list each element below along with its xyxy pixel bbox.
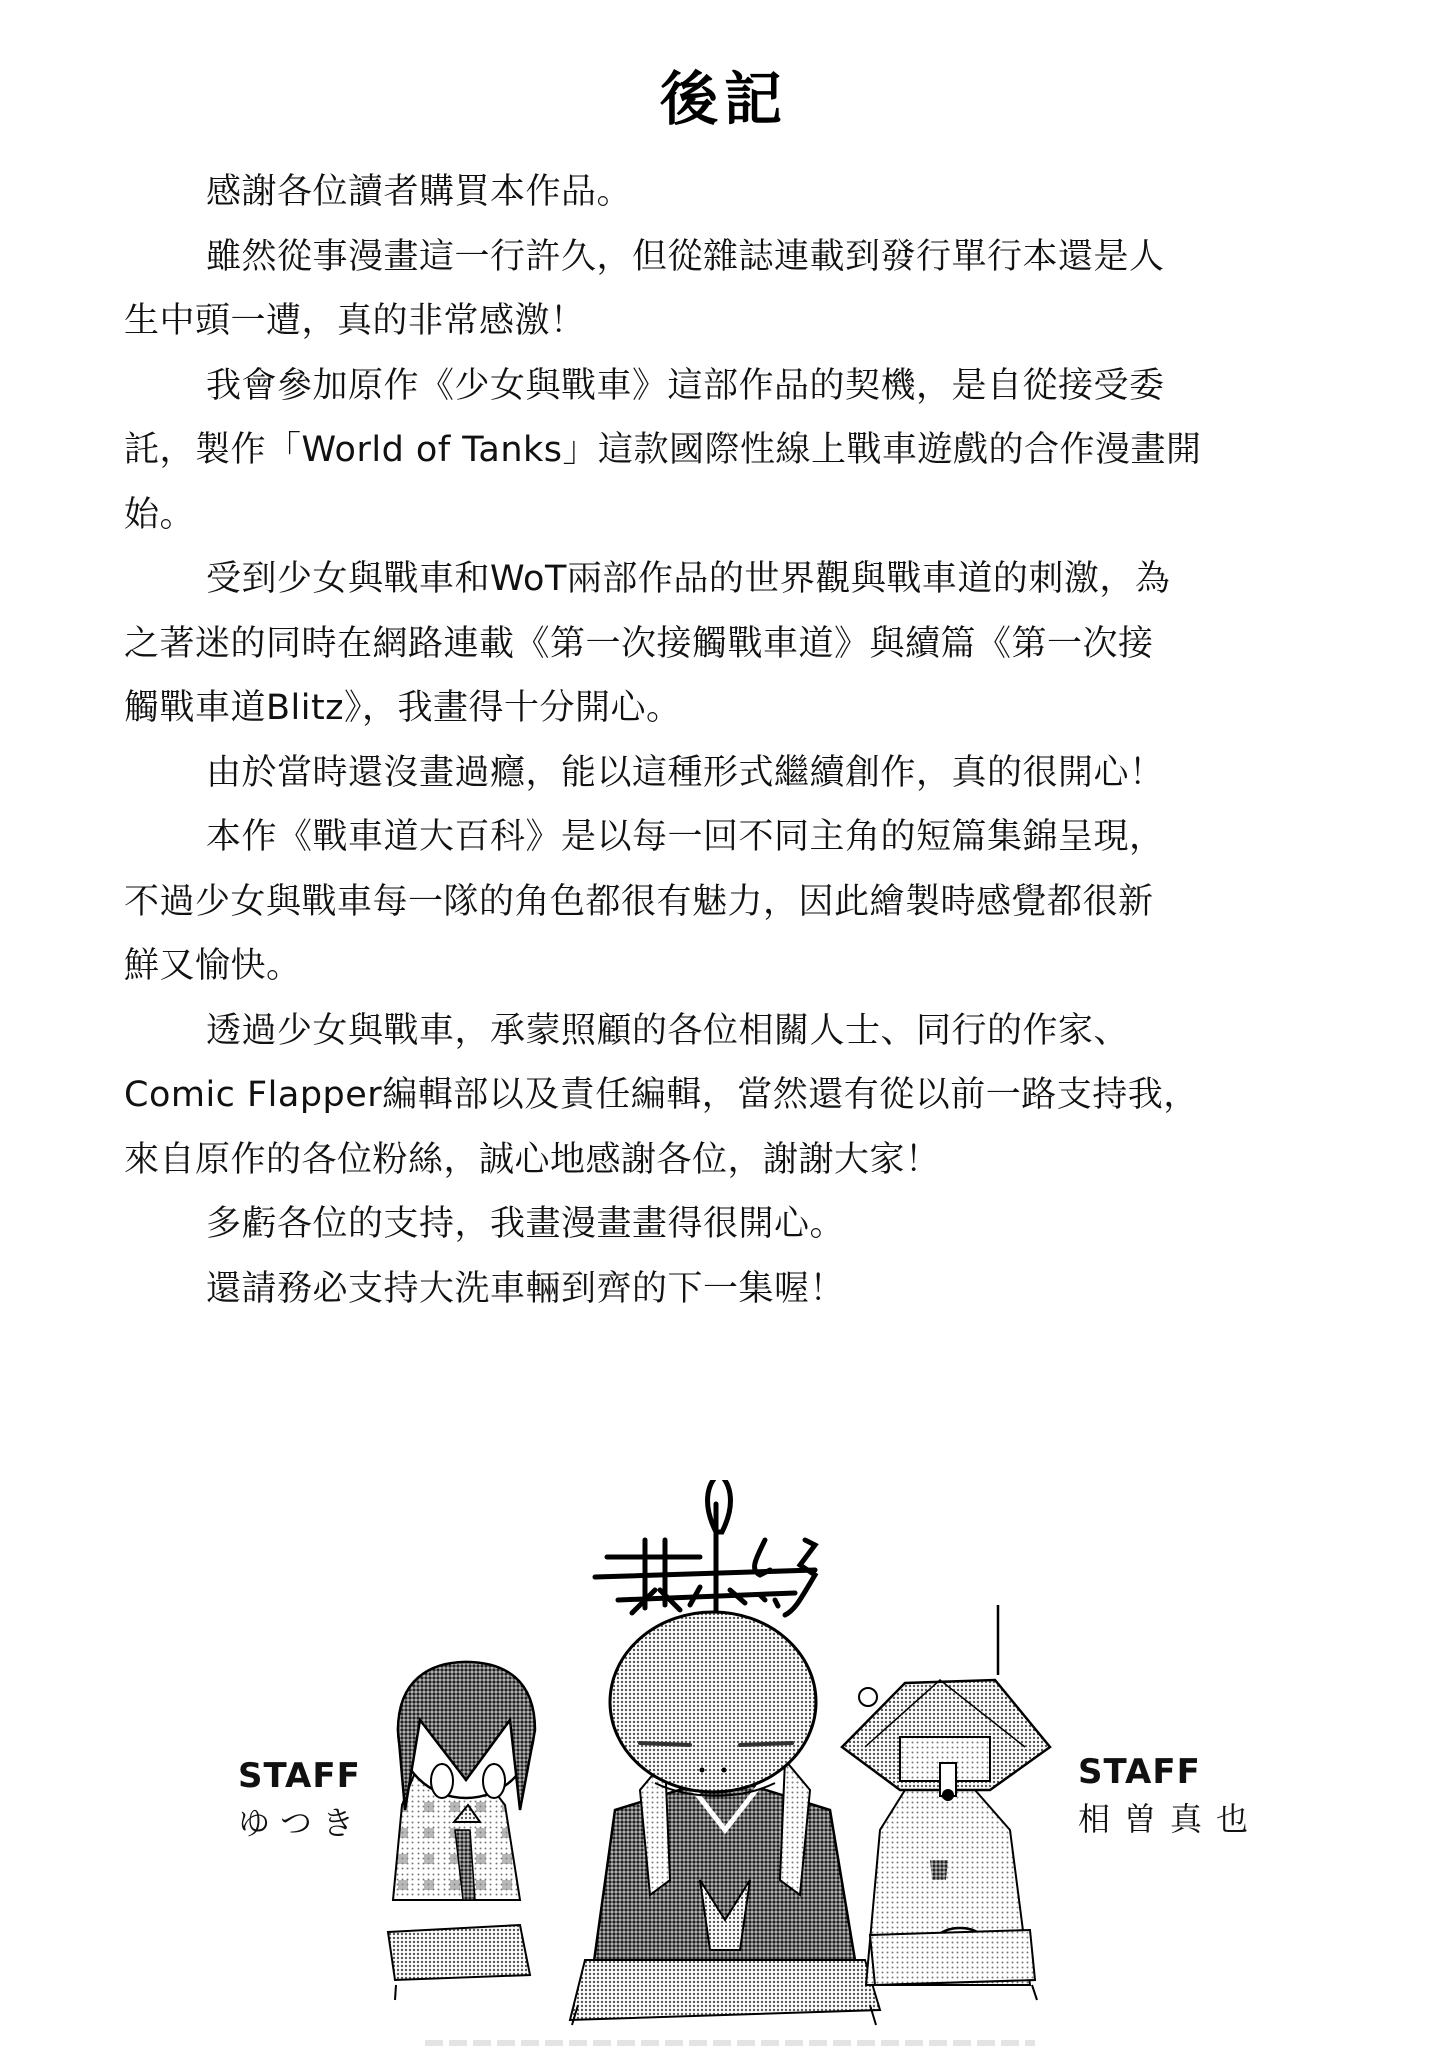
text-line: 鮮又愉快。 [124, 946, 302, 986]
text-line: 之著迷的同時在網路連載《第一次接觸戰車道》與續篇《第一次接 [124, 623, 1154, 664]
text-line: 我會參加原作《少女與戰車》這部作品的契機，是自從接受委 [206, 365, 1165, 406]
text-line: 生中頭一遭，真的非常感激！ [124, 301, 586, 341]
staff-name-left: ゆつき [238, 1804, 365, 1842]
text-line: 觸戰車道Blitz》，我畫得十分開心。 [124, 688, 682, 728]
text-line: 透過少女與戰車，承蒙照顧的各位相關人士、同行的作家、 [206, 1010, 1130, 1051]
signature [595, 1480, 815, 1615]
text-line: 由於當時還沒畫過癮，能以這種形式繼續創作，真的很開心！ [206, 752, 1165, 793]
page-title: 後記 [659, 65, 788, 133]
staff-credit-left [238, 1756, 364, 1844]
afterword-body [124, 160, 1324, 1321]
text-line: 始。 [124, 494, 196, 535]
center-figure [570, 1612, 880, 2025]
text-line: 受到少女與戰車和WoT兩部作品的世界觀與戰車道的刺激，為 [206, 559, 1171, 599]
text-line: 託，製作「World of Tanks」這款國際性線上戰車遊戲的合作漫畫開 [124, 430, 1202, 470]
text-line: 來自原作的各位粉絲，誠心地感謝各位，謝謝大家！ [124, 1139, 941, 1180]
text-line: 感謝各位讀者購買本作品。 [206, 172, 633, 212]
text-line: 不過少女與戰車每一隊的角色都很有魅力，因此繪製時感覺都很新 [124, 881, 1154, 922]
left-figure [388, 1662, 535, 2000]
text-line: 多虧各位的支持，我畫漫畫畫得很開心。 [206, 1204, 846, 1244]
staff-credit-right [1078, 1752, 1262, 1840]
text-line: 雖然從事漫畫這一行許久，但從雜誌連載到發行單行本還是人 [206, 236, 1165, 277]
text-line: 本作《戰車道大百科》是以每一回不同主角的短篇集錦呈現， [206, 817, 1165, 857]
right-figure [842, 1605, 1050, 2000]
faint-footer-text [425, 2040, 1035, 2046]
staff-role-right: STAFF [1078, 1752, 1201, 1792]
text-line: Comic Flapper編輯部以及責任編輯，當然還有從以前一路支持我， [124, 1075, 1199, 1115]
staff-name-right: 相曽真也 [1078, 1800, 1263, 1838]
text-line: 還請務必支持大洗車輛到齊的下一集喔！ [206, 1268, 846, 1309]
staff-role-left: STAFF [238, 1756, 361, 1796]
